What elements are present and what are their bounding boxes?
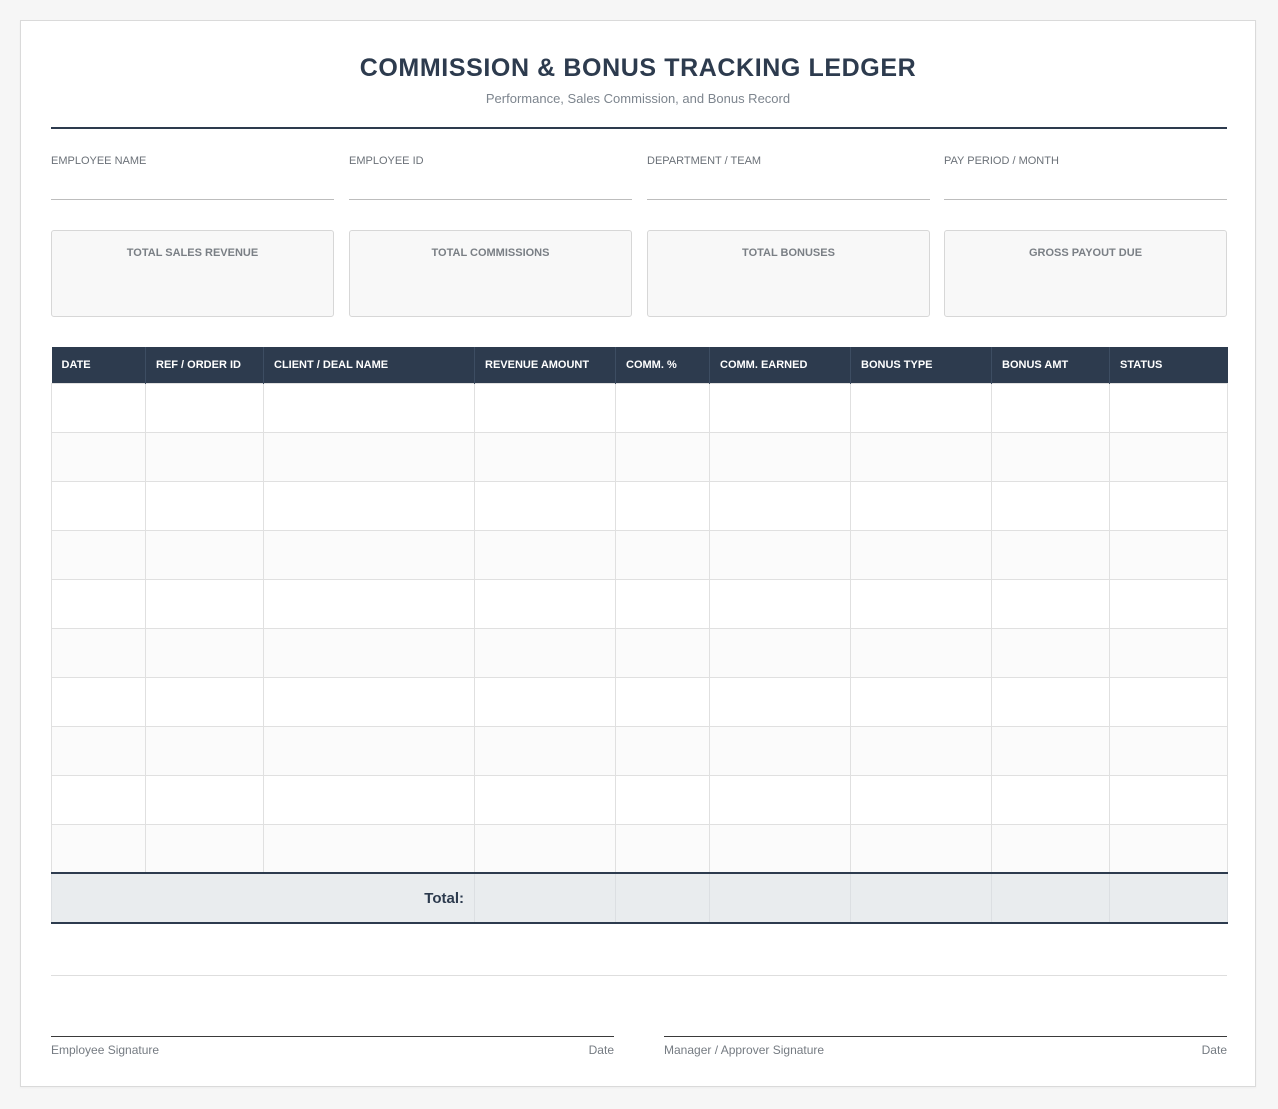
page-title: COMMISSION & BONUS TRACKING LEDGER [359,54,917,82]
footer-divider [51,975,1227,976]
employee-id-label: EMPLOYEE ID [349,155,424,167]
table-cell[interactable] [475,628,616,677]
manager-signature-line[interactable] [664,1036,1227,1057]
total-label: Total: [52,873,475,923]
table-cell[interactable] [616,677,710,726]
table-cell[interactable] [1110,726,1228,775]
table-cell[interactable] [992,824,1110,873]
table-cell[interactable] [710,726,851,775]
table-cell[interactable] [146,383,264,432]
table-cell[interactable] [1110,481,1228,530]
table-cell[interactable] [1110,530,1228,579]
ledger-body [52,383,1228,873]
table-cell[interactable] [264,677,475,726]
table-row [52,726,1228,775]
table-cell[interactable] [264,383,475,432]
table-cell[interactable] [851,530,992,579]
table-cell[interactable] [710,579,851,628]
table-cell[interactable] [475,579,616,628]
table-cell[interactable] [52,481,146,530]
table-cell[interactable] [992,481,1110,530]
column-header-client-deal-name: CLIENT / DEAL NAME [264,347,475,383]
total-revenue-cell[interactable] [475,873,616,923]
table-cell[interactable] [851,432,992,481]
table-cell[interactable] [475,677,616,726]
table-cell[interactable] [851,726,992,775]
table-cell[interactable] [710,530,851,579]
table-cell[interactable] [616,579,710,628]
table-cell[interactable] [52,824,146,873]
table-cell[interactable] [851,677,992,726]
column-header-comm-earned: COMM. EARNED [710,347,851,383]
employee-name-label: EMPLOYEE NAME [51,155,147,167]
table-cell[interactable] [710,628,851,677]
table-cell[interactable] [1110,432,1228,481]
table-cell[interactable] [616,775,710,824]
total-bonuses-card[interactable] [647,230,930,317]
table-cell[interactable] [264,824,475,873]
table-cell[interactable] [616,481,710,530]
table-cell[interactable] [146,775,264,824]
table-cell[interactable] [146,677,264,726]
table-cell[interactable] [992,628,1110,677]
table-cell[interactable] [992,726,1110,775]
table-cell[interactable] [1110,677,1228,726]
table-cell[interactable] [264,726,475,775]
table-cell[interactable] [710,383,851,432]
table-cell[interactable] [616,824,710,873]
column-header-ref-order-id: REF / ORDER ID [146,347,264,383]
total-bonus-amt-cell[interactable] [992,873,1110,923]
gross-payout-due-card[interactable] [944,230,1227,317]
table-cell[interactable] [52,530,146,579]
total-commissions-card[interactable] [349,230,632,317]
table-cell[interactable] [146,432,264,481]
ledger-sheet [20,20,1256,1087]
column-header-comm-percent: COMM. % [616,347,710,383]
table-cell[interactable] [851,824,992,873]
table-cell[interactable] [475,726,616,775]
table-cell[interactable] [52,383,146,432]
header-divider [51,127,1227,129]
table-cell[interactable] [52,579,146,628]
table-cell[interactable] [710,824,851,873]
ledger-table [51,347,1228,924]
column-header-status: STATUS [1110,347,1228,383]
table-cell[interactable] [52,628,146,677]
table-cell[interactable] [1110,775,1228,824]
table-cell[interactable] [52,726,146,775]
total-row [52,873,1228,923]
table-row [52,628,1228,677]
table-cell[interactable] [851,481,992,530]
table-cell[interactable] [264,628,475,677]
table-cell[interactable] [992,530,1110,579]
column-header-bonus-type: BONUS TYPE [851,347,992,383]
table-cell[interactable] [475,824,616,873]
table-cell[interactable] [264,775,475,824]
table-cell[interactable] [710,775,851,824]
table-cell[interactable] [616,530,710,579]
table-cell[interactable] [992,579,1110,628]
table-cell[interactable] [475,432,616,481]
pay-period-label: PAY PERIOD / MONTH [944,155,1059,167]
column-header-date: DATE [52,347,146,383]
table-cell[interactable] [851,628,992,677]
table-cell[interactable] [1110,824,1228,873]
table-cell[interactable] [616,726,710,775]
table-cell[interactable] [146,726,264,775]
employee-id-field[interactable] [349,155,632,200]
table-cell[interactable] [264,432,475,481]
table-cell[interactable] [264,579,475,628]
table-row [52,775,1228,824]
table-cell[interactable] [475,530,616,579]
table-header-row [52,347,1228,383]
total-bonus-type-cell[interactable] [851,873,992,923]
table-cell[interactable] [475,775,616,824]
table-cell[interactable] [146,824,264,873]
department-team-label: DEPARTMENT / TEAM [647,155,762,167]
table-cell[interactable] [710,481,851,530]
total-comm-earned-cell[interactable] [710,873,851,923]
table-row [52,824,1228,873]
table-cell[interactable] [710,432,851,481]
table-cell[interactable] [616,432,710,481]
table-cell[interactable] [1110,579,1228,628]
column-header-bonus-amt: BONUS AMT [992,347,1110,383]
manager-signature-date-label: Date [1201,1043,1227,1057]
employee-signature-date-label: Date [588,1043,614,1057]
table-row [52,530,1228,579]
table-row [52,677,1228,726]
table-row [52,383,1228,432]
total-bonuses-label: TOTAL BONUSES [742,247,835,259]
table-cell[interactable] [992,775,1110,824]
column-header-revenue-amount: REVENUE AMOUNT [475,347,616,383]
manager-signature-label: Manager / Approver Signature [664,1043,825,1057]
table-cell[interactable] [52,775,146,824]
table-row [52,579,1228,628]
table-cell[interactable] [992,383,1110,432]
employee-name-field[interactable] [51,155,334,200]
table-row [52,481,1228,530]
table-cell[interactable] [146,481,264,530]
table-cell[interactable] [146,628,264,677]
table-cell[interactable] [616,628,710,677]
total-comm-percent-cell[interactable] [616,873,710,923]
table-cell[interactable] [264,530,475,579]
table-cell[interactable] [146,579,264,628]
table-cell[interactable] [1110,383,1228,432]
gross-payout-due-label: GROSS PAYOUT DUE [1028,247,1143,259]
employee-signature-line[interactable] [51,1036,614,1057]
table-cell[interactable] [851,775,992,824]
pay-period-field[interactable] [944,155,1227,200]
table-cell[interactable] [992,677,1110,726]
table-cell[interactable] [1110,628,1228,677]
table-cell[interactable] [52,432,146,481]
table-cell[interactable] [992,432,1110,481]
employee-signature-label: Employee Signature [51,1043,160,1057]
page-subtitle: Performance, Sales Commission, and Bonus Record [485,91,791,106]
total-sales-revenue-card[interactable] [51,230,334,317]
table-cell[interactable] [710,677,851,726]
table-cell[interactable] [851,579,992,628]
table-cell[interactable] [475,481,616,530]
table-cell[interactable] [52,677,146,726]
table-row [52,432,1228,481]
total-sales-revenue-label: TOTAL SALES REVENUE [126,247,259,259]
department-team-field[interactable] [647,155,930,200]
table-cell[interactable] [851,383,992,432]
total-status-cell[interactable] [1110,873,1228,923]
table-cell[interactable] [146,530,264,579]
table-cell[interactable] [264,481,475,530]
table-cell[interactable] [616,383,710,432]
table-cell[interactable] [475,383,616,432]
total-commissions-label: TOTAL COMMISSIONS [431,247,550,259]
